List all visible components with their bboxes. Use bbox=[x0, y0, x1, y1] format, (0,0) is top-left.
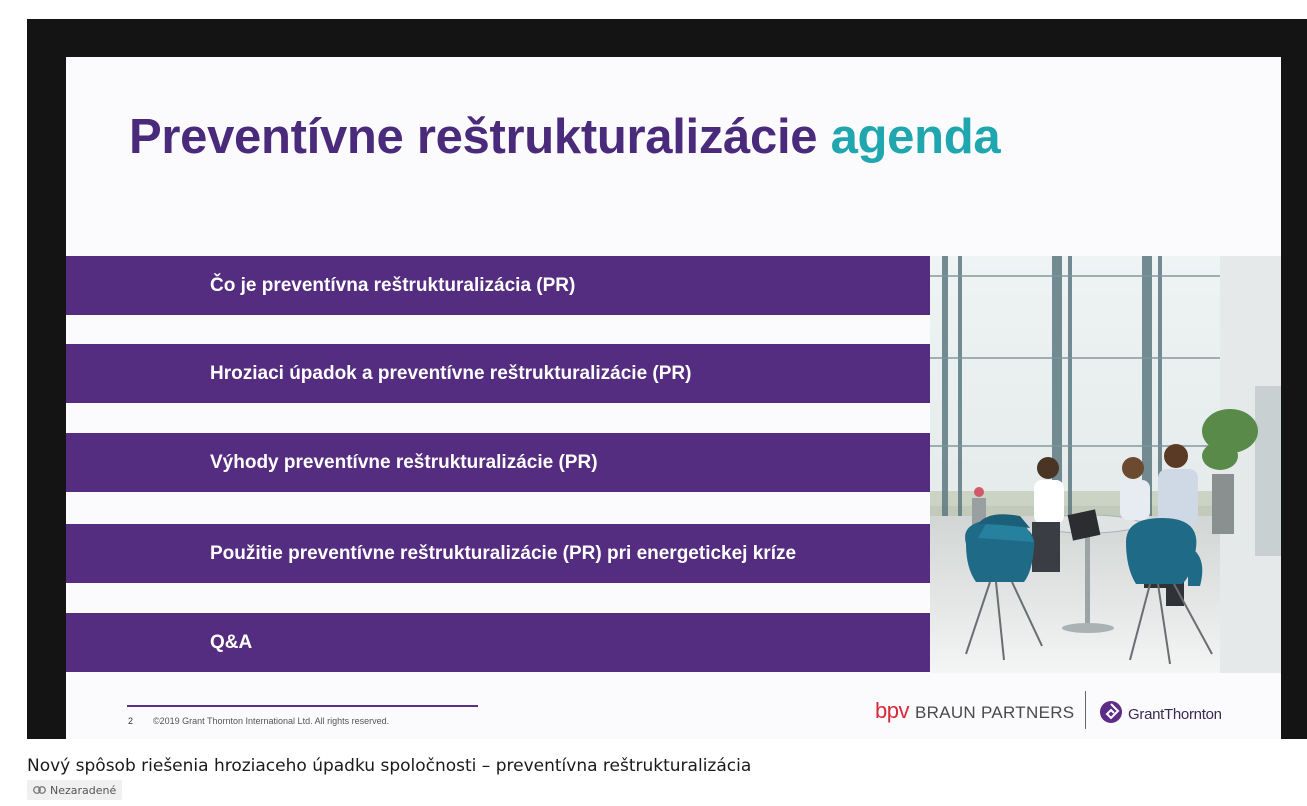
category-badge[interactable] bbox=[27, 780, 122, 800]
bpv-logo-name: BRAUN PARTNERS bbox=[914, 703, 1075, 722]
agenda-item-label: Použitie preventívne reštrukturalizácie (PR) pri energetickej kríze bbox=[210, 542, 797, 564]
slide-title bbox=[129, 109, 1000, 165]
agenda-item bbox=[66, 256, 930, 315]
office-meeting-photo bbox=[930, 256, 1281, 673]
bpv-braun-partners-logo bbox=[875, 698, 1074, 724]
agenda-item-label: Q&A bbox=[210, 631, 253, 653]
agenda-item bbox=[66, 433, 930, 492]
agenda-item bbox=[66, 344, 930, 403]
grant-thornton-emblem-icon bbox=[1099, 700, 1123, 729]
logo-divider bbox=[1085, 691, 1086, 729]
footer-divider bbox=[127, 705, 478, 707]
agenda-item bbox=[66, 613, 930, 672]
grant-thornton-logo-text: GrantThornton bbox=[1128, 706, 1222, 723]
agenda-item-label: Hroziaci úpadok a preventívne reštrukturalizácie (PR) bbox=[210, 362, 692, 384]
link-icon bbox=[33, 784, 46, 797]
presentation-slide bbox=[66, 57, 1281, 739]
agenda-item-label: Čo je preventívna reštrukturalizácia (PR) bbox=[210, 274, 576, 296]
category-label: Nezaradené bbox=[50, 783, 117, 797]
slide-title-accent: agenda bbox=[830, 110, 1001, 164]
agenda-item bbox=[66, 524, 930, 583]
agenda-item-label: Výhody preventívne reštrukturalizácie (PR) bbox=[210, 451, 598, 473]
slide-title-main: Preventívne reštrukturalizácie bbox=[129, 110, 818, 164]
video-player[interactable] bbox=[27, 19, 1307, 739]
video-title: Nový spôsob riešenia hroziaceho úpadku spoločnosti – preventívna reštrukturalizácia bbox=[27, 756, 752, 776]
page-number: 2 bbox=[128, 716, 134, 726]
bpv-logo-mark: bpv bbox=[875, 698, 909, 723]
grant-thornton-logo bbox=[1099, 700, 1222, 729]
copyright-text: ©2019 Grant Thornton International Ltd. All rights reserved. bbox=[153, 716, 390, 726]
